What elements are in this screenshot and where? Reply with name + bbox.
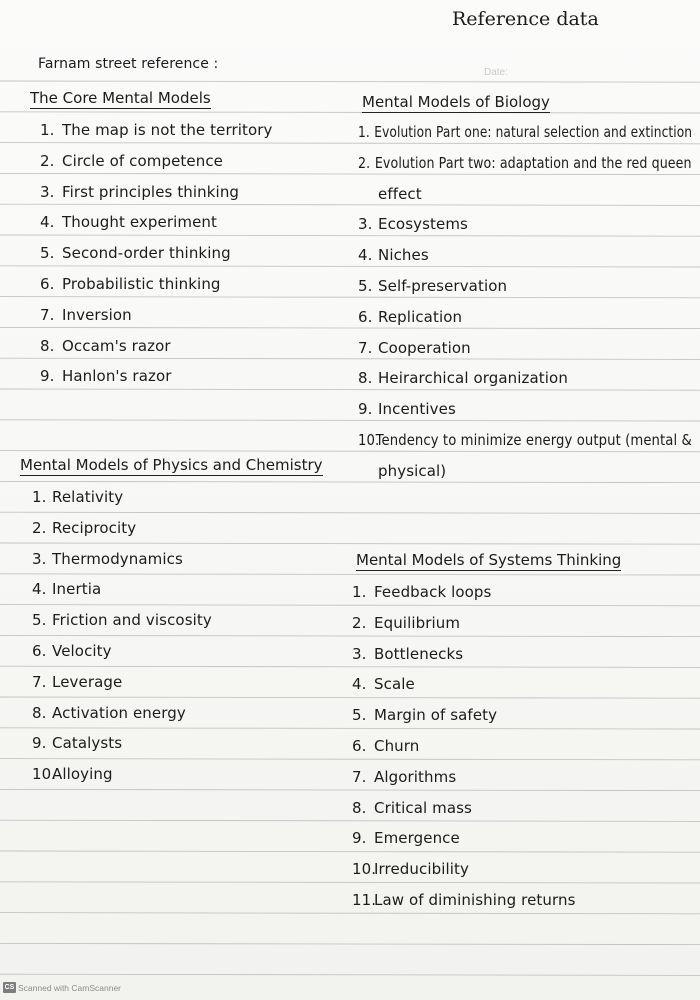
systems-item	[352, 737, 419, 755]
biology-item-number: 1.	[358, 123, 370, 141]
ruled-line	[0, 543, 700, 544]
physics-item	[32, 673, 122, 691]
physics-item-number: 4.	[32, 580, 47, 599]
ruled-line	[0, 851, 700, 852]
biology-item-number: 5.	[358, 277, 373, 295]
physics-item	[32, 519, 136, 537]
biology-item-number: 8.	[358, 369, 373, 388]
core-item-number: 1.	[40, 121, 55, 139]
ruled-line	[0, 635, 700, 636]
systems-item-text: Churn	[374, 737, 420, 755]
core-item	[40, 337, 171, 355]
biology-item-number: 4.	[358, 246, 373, 265]
ruled-line	[0, 143, 700, 144]
physics-item	[32, 550, 183, 568]
physics-item	[32, 642, 112, 660]
biology-item-text: Tendency to minimize energy output (mental &	[375, 431, 692, 449]
ruled-line	[0, 943, 700, 944]
ruled-line	[0, 512, 700, 513]
systems-item	[352, 583, 491, 601]
physics-item-number: 8.	[32, 703, 47, 722]
core-item-number: 6.	[40, 275, 55, 293]
systems-item-text: Bottlenecks	[374, 644, 464, 663]
camscanner-icon: CS	[4, 984, 15, 991]
systems-item	[352, 675, 415, 693]
ruled-line	[0, 327, 700, 328]
systems-item-number: 5.	[352, 706, 367, 725]
physics-item	[32, 765, 113, 783]
systems-item-text: Scale	[374, 675, 415, 694]
scanner-watermark-text: Scanned with CamScanner	[18, 982, 122, 993]
biology-item-text: Replication	[378, 307, 463, 326]
physics-item-number: 1.	[32, 488, 47, 506]
core-item-number: 9.	[40, 367, 55, 386]
systems-item-number: 10.	[352, 860, 377, 879]
physics-item-text: Activation energy	[52, 703, 186, 722]
biology-item	[358, 462, 446, 480]
biology-item	[358, 308, 462, 326]
core-item	[40, 367, 172, 385]
biology-item	[358, 215, 468, 233]
biology-item	[358, 277, 507, 295]
ruled-line	[0, 789, 700, 790]
scanner-watermark	[3, 982, 121, 993]
systems-item-number: 6.	[352, 737, 367, 755]
systems-item-number: 4.	[352, 675, 367, 694]
biology-item-text: Ecosystems	[378, 215, 468, 234]
ruled-line	[0, 235, 700, 236]
biology-item-text: Niches	[378, 246, 429, 265]
core-item-text: Hanlon's razor	[62, 367, 172, 386]
biology-heading: Mental Models of Biology	[362, 93, 550, 111]
core-item-text: Thought experiment	[62, 213, 217, 232]
systems-item-number: 7.	[352, 767, 367, 786]
ruled-line	[0, 297, 700, 298]
core-item	[40, 306, 132, 324]
ruled-line	[0, 204, 700, 205]
ruled-line	[0, 574, 700, 575]
core-item-number: 3.	[40, 182, 55, 201]
physics-heading: Mental Models of Physics and Chemistry	[20, 456, 323, 474]
biology-item-text: Heirarchical organization	[378, 369, 568, 388]
physics-item-text: Reciprocity	[52, 518, 137, 537]
core-item-text: The map is not the territory	[62, 121, 273, 139]
ruled-line	[0, 481, 700, 482]
physics-item-text: Catalysts	[52, 734, 123, 753]
physics-item-text: Leverage	[52, 672, 123, 691]
systems-item	[352, 891, 576, 909]
ruled-line	[0, 420, 700, 421]
physics-item-text: Inertia	[52, 580, 102, 599]
biology-item-text: Incentives	[378, 400, 456, 419]
systems-item	[352, 768, 456, 786]
systems-item-text: Critical mass	[374, 798, 472, 817]
ruled-line	[0, 389, 700, 390]
physics-item-text: Relativity	[52, 488, 124, 506]
core-item	[40, 275, 221, 293]
biology-item	[358, 369, 568, 387]
ruled-line	[0, 666, 700, 667]
biology-item	[358, 246, 429, 264]
biology-item-text: physical)	[378, 461, 447, 480]
core-item	[40, 121, 272, 139]
systems-item	[352, 829, 460, 847]
ruled-line	[0, 974, 700, 975]
core-item	[40, 183, 239, 201]
core-item-text: Circle of competence	[62, 151, 223, 170]
core-item-number: 4.	[40, 213, 55, 232]
systems-item-text: Emergence	[374, 829, 460, 848]
biology-item	[358, 431, 692, 449]
biology-item-number: 6.	[358, 307, 373, 326]
ruled-line	[0, 358, 700, 359]
ruled-line	[0, 882, 700, 883]
physics-item-text: Friction and viscosity	[52, 611, 212, 630]
systems-item	[352, 860, 469, 878]
date-label: Date:	[484, 67, 508, 78]
biology-item	[358, 185, 422, 203]
physics-item-text: Alloying	[52, 765, 113, 784]
core-item	[40, 213, 217, 231]
systems-item-number: 2.	[352, 613, 367, 632]
biology-item-text: effect	[378, 184, 422, 203]
core-item-number: 2.	[40, 151, 55, 170]
core-item-number: 8.	[40, 336, 55, 355]
core-item	[40, 244, 231, 262]
ruled-line	[0, 112, 700, 113]
core-item-text: Probabilistic thinking	[62, 275, 221, 293]
physics-item-number: 10.	[32, 765, 57, 784]
systems-item-text: Feedback loops	[374, 583, 492, 601]
systems-item-number: 1.	[352, 583, 367, 601]
biology-item	[358, 339, 471, 357]
physics-item-number: 3.	[32, 549, 47, 568]
biology-item-number: 7.	[358, 338, 373, 357]
physics-item	[32, 734, 122, 752]
ruled-line	[0, 820, 700, 821]
physics-item	[32, 488, 123, 506]
physics-item-number: 2.	[32, 518, 47, 537]
biology-item-number: 3.	[358, 215, 373, 234]
systems-heading: Mental Models of Systems Thinking	[356, 551, 622, 569]
biology-item	[358, 154, 692, 172]
core-item-text: First principles thinking	[62, 182, 240, 201]
ruled-line	[0, 81, 700, 82]
systems-item-text: Irreducibility	[374, 860, 470, 879]
physics-item-number: 5.	[32, 611, 47, 630]
ruled-line	[0, 605, 700, 606]
systems-item	[352, 799, 472, 817]
core-item-text: Occam's razor	[62, 336, 171, 355]
physics-item-text: Velocity	[52, 642, 112, 660]
page-title: Reference data	[452, 8, 599, 30]
systems-item-text: Equilibrium	[374, 613, 461, 632]
ruled-line	[0, 451, 700, 452]
systems-item-text: Law of diminishing returns	[374, 891, 576, 909]
core-item-text: Second-order thinking	[62, 244, 231, 263]
systems-item-number: 11.	[352, 891, 377, 909]
core-item-text: Inversion	[62, 305, 132, 324]
page-subtitle: Farnam street reference :	[38, 56, 219, 72]
systems-item	[352, 706, 497, 724]
biology-item	[358, 123, 692, 141]
systems-item	[352, 614, 460, 632]
physics-item-number: 6.	[32, 642, 47, 660]
biology-item	[358, 400, 456, 418]
ruled-line	[0, 913, 700, 914]
physics-item	[32, 580, 101, 598]
systems-item-text: Margin of safety	[374, 706, 498, 725]
ruled-line	[0, 173, 700, 174]
ruled-line	[0, 728, 700, 729]
core-item	[40, 152, 223, 170]
physics-item	[32, 611, 212, 629]
systems-item-number: 3.	[352, 644, 367, 663]
core-item-number: 5.	[40, 244, 55, 263]
ruled-line	[0, 759, 700, 760]
biology-item-text: Evolution Part one: natural selection and extinction	[374, 123, 693, 141]
biology-item-text: Self-preservation	[378, 277, 508, 295]
core-item-number: 7.	[40, 305, 55, 324]
systems-item	[352, 645, 463, 663]
physics-item	[32, 704, 186, 722]
physics-item-text: Thermodynamics	[52, 549, 183, 568]
biology-item-text: Evolution Part two: adaptation and the red queen	[374, 153, 692, 172]
core-heading: The Core Mental Models	[30, 89, 211, 107]
biology-item-text: Cooperation	[378, 338, 471, 357]
ruled-line	[0, 697, 700, 698]
biology-item-number: 9.	[358, 400, 373, 419]
physics-item-number: 7.	[32, 672, 47, 691]
biology-item-number: 10.	[358, 431, 380, 449]
systems-item-number: 9.	[352, 829, 367, 848]
systems-item-text: Algorithms	[374, 767, 457, 786]
physics-item-number: 9.	[32, 734, 47, 753]
biology-item-number: 2.	[358, 153, 371, 172]
ruled-line	[0, 266, 700, 267]
systems-item-number: 8.	[352, 798, 367, 817]
